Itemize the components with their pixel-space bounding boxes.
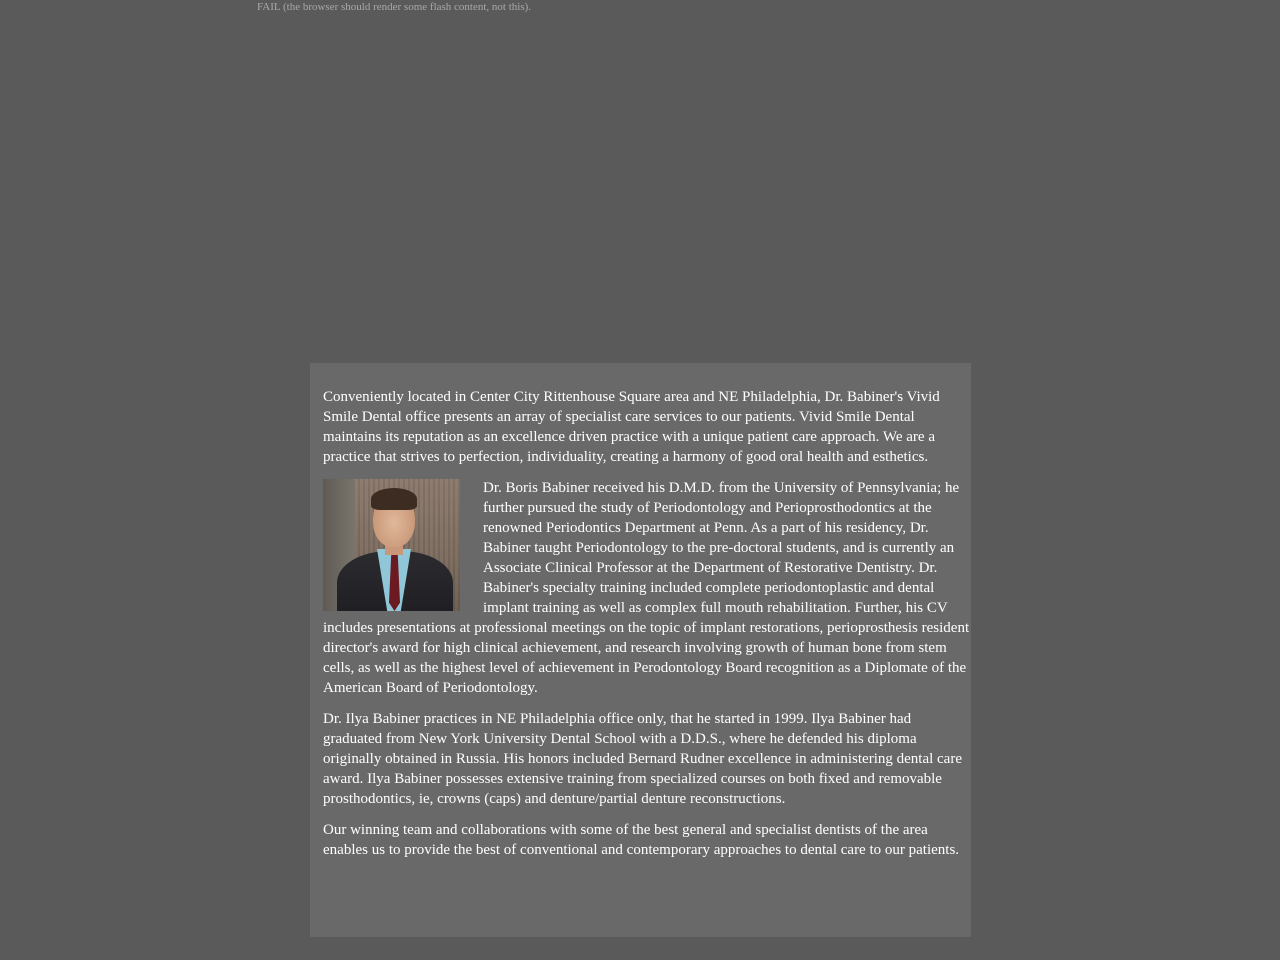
team-paragraph: Our winning team and collaborations with some of the best general and specialist dentists of the area enables us to provide the best of conventional and contemporary approaches to dental care to our patients. xyxy=(323,822,960,858)
ilya-bio-paragraph: Dr. Ilya Babiner practices in NE Philadelphia office only, that he started in 1999. Ilya Babiner had graduated from New York University Dental School with a D.D.S., where he defended his diploma originally obtained in Russia. His honors included Bernard Rudner excellence in administering dental care award. Ilya Babiner possesses extensive training from specialized courses on both fixed and removable prosthodontics, ie, crowns (caps) and denture/partial denture reconstructions. xyxy=(323,711,962,807)
content-panel xyxy=(310,363,971,937)
content-text xyxy=(323,387,973,871)
intro-paragraph: Conveniently located in Center City Rittenhouse Square area and NE Philadelphia, Dr. Babiner's Vivid Smile Dental office presents an array of specialist care services to our patients. Vivid Smile Dental maintains its reputation as an excellence driven practice with a unique patient care approach. We are a practice that strives to perfection, individuality, creating a harmony of good oral health and esthetics. xyxy=(323,389,940,465)
flash-fallback-message: FAIL (the browser should render some flash content, not this). xyxy=(257,1,532,13)
boris-bio-paragraph: Dr. Boris Babiner received his D.M.D. from the University of Pennsylvania; he further pursued the study of Periodontology and Perioprosthodontics at the renowned Periodontics Department at Penn. As a part of his residency, Dr. Babiner taught Periodontology to the pre-doctoral students, and is currently an Associate Clinical Professor at the Department of Restorative Dentistry. Dr. Babiner's specialty training included complete periodontoplastic and dental implant training as well as complex full mouth rehabilitation. Further, his CV includes presentations at professional meetings on the topic of implant restorations, perioprosthesis resident director's award for high clinical achievement, and research involving growth of human bone from stem cells, as well as the highest level of achievement in Perodontology Board recognition as a Diplomate of the American Board of Periodontology. xyxy=(323,480,970,696)
doctor-portrait-photo xyxy=(323,479,460,611)
boris-section xyxy=(323,478,973,698)
